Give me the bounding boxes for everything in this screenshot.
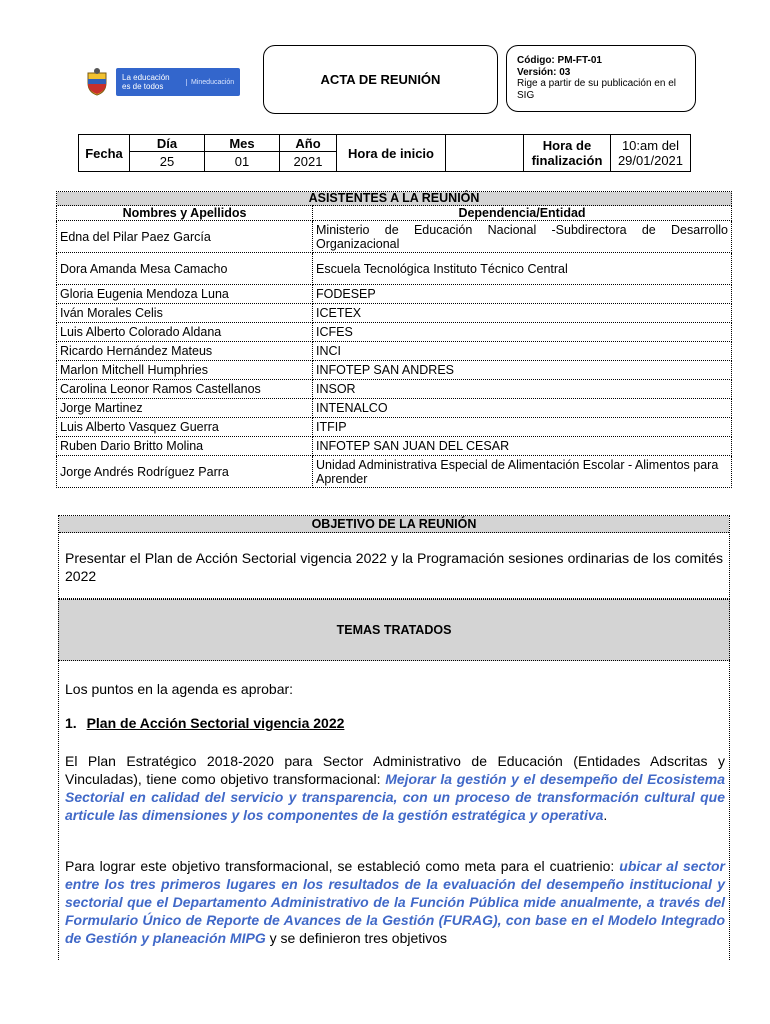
- table-row: [57, 361, 732, 380]
- document-version: Versión: 03: [517, 66, 571, 78]
- attendee-name: Carolina Leonor Ramos Castellanos: [57, 380, 313, 399]
- paragraph-2: [65, 857, 725, 947]
- attendee-entity: INCI: [313, 342, 732, 361]
- topics-body: [58, 660, 730, 960]
- ministry-logo: [84, 62, 256, 102]
- table-row: [57, 323, 732, 342]
- attendee-name: Ruben Dario Britto Molina: [57, 437, 313, 456]
- logo-text: La educación es de todos: [122, 73, 170, 91]
- dia-value: 25: [130, 152, 205, 172]
- agenda-item-number: 1.: [65, 715, 77, 731]
- table-row: [57, 418, 732, 437]
- attendee-entity: Escuela Tecnológica Instituto Técnico Central: [313, 253, 732, 285]
- hora-fin-value: 10:am del 29/01/2021: [611, 135, 691, 172]
- hora-inicio-value: [446, 135, 524, 172]
- attendee-entity: ICFES: [313, 323, 732, 342]
- paragraph-1-end: .: [603, 807, 608, 823]
- anio-value: 2021: [280, 152, 337, 172]
- attendees-title: ASISTENTES A LA REUNIÓN: [57, 192, 732, 206]
- topics-header: [58, 599, 730, 660]
- topics-title: TEMAS TRATADOS: [59, 600, 729, 661]
- mes-value: 01: [205, 152, 280, 172]
- attendees-table: [56, 191, 732, 488]
- objective-title: OBJETIVO DE LA REUNIÓN: [59, 516, 729, 533]
- paragraph-1-text: El Plan Estratégico 2018-2020 para Sector Administrativo de Educación (Entidades Adscritas y Vinculadas), tiene como objetivo transformacional:: [65, 753, 725, 787]
- attendee-name: Luis Alberto Vasquez Guerra: [57, 418, 313, 437]
- attendee-name: Luis Alberto Colorado Aldana: [57, 323, 313, 342]
- table-row: [57, 342, 732, 361]
- paragraph-1-highlight: Mejorar la gestión y el desempeño del Ecosistema Sectorial en calidad del servicio y transparencia, con un proceso de transformación cultural que articule las dimensiones y los componentes de la gestión estratégica y operativa: [65, 771, 725, 823]
- table-row: [57, 285, 732, 304]
- attendee-name: Edna del Pilar Paez García: [57, 221, 313, 253]
- col-entity-header: Dependencia/Entidad: [313, 206, 732, 221]
- coat-of-arms-icon: [84, 67, 110, 97]
- attendee-entity: INTENALCO: [313, 399, 732, 418]
- attendee-entity: INFOTEP SAN ANDRES: [313, 361, 732, 380]
- table-row: [57, 304, 732, 323]
- document-code-box: [506, 45, 696, 112]
- paragraph-2-text: Para lograr este objetivo transformacional, se estableció como meta para el cuatrienio:: [65, 858, 620, 874]
- attendee-name: Jorge Martinez: [57, 399, 313, 418]
- attendee-entity: ICETEX: [313, 304, 732, 323]
- col-names-header: Nombres y Apellidos: [57, 206, 313, 221]
- attendee-entity: INFOTEP SAN JUAN DEL CESAR: [313, 437, 732, 456]
- attendee-name: Gloria Eugenia Mendoza Luna: [57, 285, 313, 304]
- logo-subtext: Mineducación: [186, 79, 240, 86]
- table-row: [57, 380, 732, 399]
- table-row: [57, 221, 732, 253]
- table-row: [57, 399, 732, 418]
- attendee-entity: FODESEP: [313, 285, 732, 304]
- attendee-name: Dora Amanda Mesa Camacho: [57, 253, 313, 285]
- hora-inicio-label: Hora de inicio: [337, 135, 446, 172]
- date-table: [78, 134, 691, 172]
- attendee-entity: Ministerio de Educación Nacional -Subdirectora de Desarrollo Organizacional: [313, 221, 732, 253]
- agenda-intro: Los puntos en la agenda es aprobar:: [65, 681, 294, 697]
- document-title: ACTA DE REUNIÓN: [263, 45, 498, 114]
- objective-section: [58, 515, 730, 599]
- attendee-name: Ricardo Hernández Mateus: [57, 342, 313, 361]
- table-row: [57, 437, 732, 456]
- attendee-name: Jorge Andrés Rodríguez Parra: [57, 456, 313, 488]
- anio-label: Año: [280, 135, 337, 152]
- attendee-entity: ITFIP: [313, 418, 732, 437]
- paragraph-2-end: y se definieron tres objetivos: [265, 930, 448, 946]
- paragraph-2-highlight: ubicar al sector entre los tres primeros lugares en los resultados de la evaluación del desempeño institucional y sectorial que el Departamento Administrativo de la Función Pública mide anualmente, a través del Formulario Único de Reporte de Avances de la Gestión (FURAG), con base en el Modelo Integrado de Gestión y planeación MIPG: [65, 858, 725, 946]
- attendee-entity: INSOR: [313, 380, 732, 399]
- mes-label: Mes: [205, 135, 280, 152]
- paragraph-1: [65, 752, 725, 824]
- agenda-item-1: [65, 715, 344, 731]
- attendee-name: Marlon Mitchell Humphries: [57, 361, 313, 380]
- table-row: [57, 253, 732, 285]
- document-code: Código: PM-FT-01: [517, 55, 602, 66]
- attendee-entity: Unidad Administrativa Especial de Alimentación Escolar - Alimentos para Aprender: [313, 456, 732, 488]
- hora-fin-label: Hora de finalización: [524, 135, 611, 172]
- fecha-label: Fecha: [79, 135, 130, 172]
- agenda-item-title: Plan de Acción Sectorial vigencia 2022: [86, 715, 345, 731]
- dia-label: Día: [130, 135, 205, 152]
- table-row: [57, 456, 732, 488]
- attendee-name: Iván Morales Celis: [57, 304, 313, 323]
- objective-text: Presentar el Plan de Acción Sectorial vigencia 2022 y la Programación sesiones ordinarias de los comités 2022: [65, 550, 723, 584]
- document-note: Rige a partir de su publicación en el SIG: [517, 78, 676, 101]
